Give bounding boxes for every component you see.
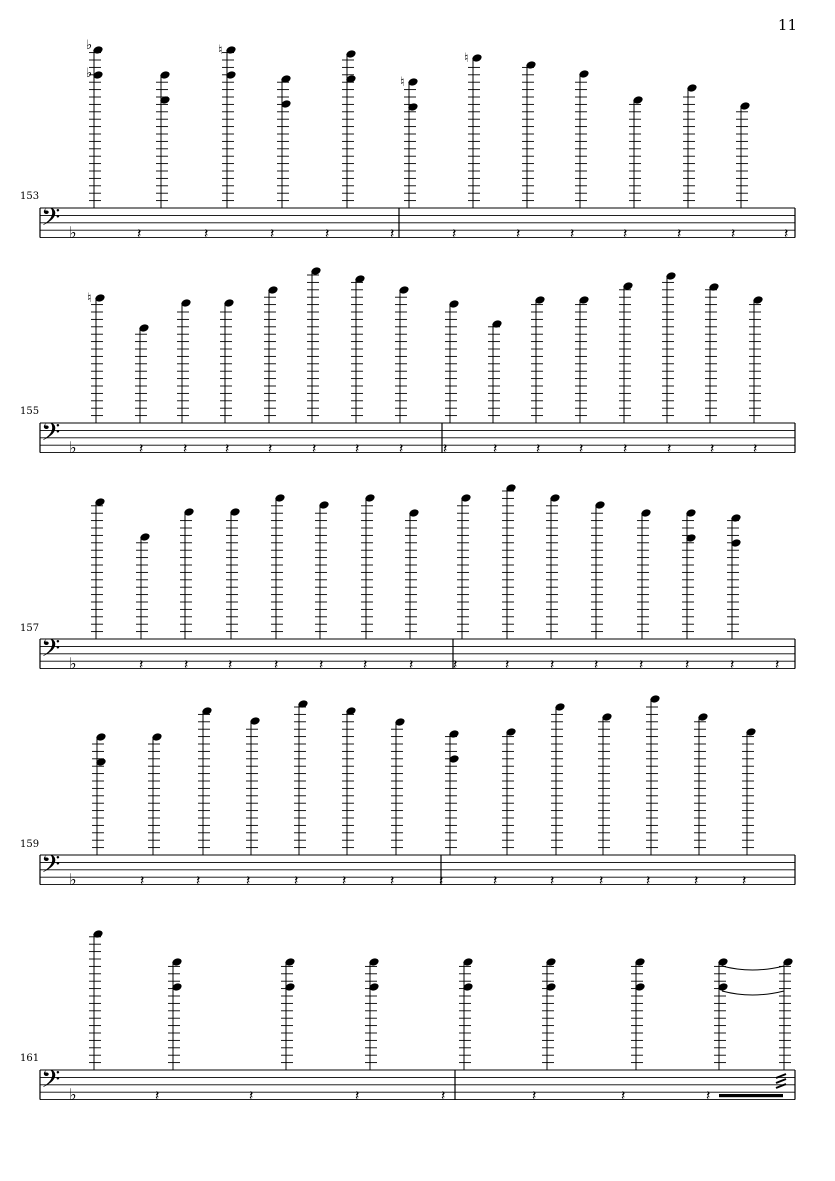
quarter-rest-icon: 𝄽 xyxy=(731,226,736,242)
quarter-rest-icon: 𝄽 xyxy=(685,657,690,673)
quarter-rest-icon: 𝄽 xyxy=(390,226,395,242)
natural-sign-icon: ♮ xyxy=(400,75,405,90)
bass-clef-icon: 𝄢 xyxy=(41,203,61,238)
key-flat-icon: ♭ xyxy=(69,654,77,673)
quarter-rest-icon: 𝄽 xyxy=(155,1088,160,1104)
quarter-rest-icon: 𝄽 xyxy=(623,441,628,457)
quarter-rest-icon: 𝄽 xyxy=(294,873,299,889)
quarter-rest-icon: 𝄽 xyxy=(139,657,144,673)
quarter-rest-icon: 𝄽 xyxy=(439,873,444,889)
quarter-rest-icon: 𝄽 xyxy=(623,226,628,242)
natural-sign-icon: ♮ xyxy=(87,291,92,306)
quarter-rest-icon: 𝄽 xyxy=(532,1088,537,1104)
quarter-rest-icon: 𝄽 xyxy=(312,441,317,457)
quarter-rest-icon: 𝄽 xyxy=(646,873,651,889)
quarter-rest-icon: 𝄽 xyxy=(268,441,273,457)
key-flat-icon: ♭ xyxy=(69,223,77,242)
quarter-rest-icon: 𝄽 xyxy=(694,873,699,889)
quarter-rest-icon: 𝄽 xyxy=(363,657,368,673)
quarter-rest-icon: 𝄽 xyxy=(621,1088,626,1104)
key-flat-icon: ♭ xyxy=(69,870,77,889)
quarter-rest-icon: 𝄽 xyxy=(184,657,189,673)
quarter-rest-icon: 𝄽 xyxy=(249,1088,254,1104)
quarter-rest-icon: 𝄽 xyxy=(204,226,209,242)
page-number: 11 xyxy=(777,16,797,34)
quarter-rest-icon: 𝄽 xyxy=(453,657,458,673)
tie xyxy=(722,991,784,995)
quarter-rest-icon: 𝄽 xyxy=(183,441,188,457)
quarter-rest-icon: 𝄽 xyxy=(228,657,233,673)
quarter-rest-icon: 𝄽 xyxy=(784,226,789,242)
flat-sign-icon: ♭ xyxy=(86,38,93,53)
quarter-rest-icon: 𝄽 xyxy=(246,873,251,889)
quarter-rest-icon: 𝄽 xyxy=(196,873,201,889)
quarter-rest-icon: 𝄽 xyxy=(325,226,330,242)
measure-number: 159 xyxy=(20,839,40,850)
quarter-rest-icon: 𝄽 xyxy=(706,1088,711,1104)
quarter-rest-icon: 𝄽 xyxy=(452,226,457,242)
quarter-rest-icon: 𝄽 xyxy=(550,873,555,889)
quarter-rest-icon: 𝄽 xyxy=(753,441,758,457)
quarter-rest-icon: 𝄽 xyxy=(550,657,555,673)
measure-number: 157 xyxy=(20,623,40,634)
measure-number: 153 xyxy=(20,191,40,202)
key-flat-icon: ♭ xyxy=(69,438,77,457)
bass-clef-icon: 𝄢 xyxy=(41,1065,61,1100)
quarter-rest-icon: 𝄽 xyxy=(139,441,144,457)
quarter-rest-icon: 𝄽 xyxy=(137,226,142,242)
quarter-rest-icon: 𝄽 xyxy=(677,226,682,242)
quarter-rest-icon: 𝄽 xyxy=(390,873,395,889)
quarter-rest-icon: 𝄽 xyxy=(270,226,275,242)
quarter-rest-icon: 𝄽 xyxy=(493,441,498,457)
bass-clef-icon: 𝄢 xyxy=(41,418,61,453)
bass-clef-icon: 𝄢 xyxy=(41,634,61,669)
quarter-rest-icon: 𝄽 xyxy=(355,1088,360,1104)
quarter-rest-icon: 𝄽 xyxy=(579,441,584,457)
tremolo-stroke xyxy=(776,1079,786,1083)
quarter-rest-icon: 𝄽 xyxy=(225,441,230,457)
quarter-rest-icon: 𝄽 xyxy=(493,873,498,889)
quarter-rest-icon: 𝄽 xyxy=(570,226,575,242)
quarter-rest-icon: 𝄽 xyxy=(775,657,780,673)
measure-number: 155 xyxy=(20,406,40,417)
flat-sign-icon: ♭ xyxy=(86,66,93,81)
tie xyxy=(722,966,784,970)
key-flat-icon: ♭ xyxy=(69,1085,77,1104)
quarter-rest-icon: 𝄽 xyxy=(639,657,644,673)
quarter-rest-icon: 𝄽 xyxy=(516,226,521,242)
quarter-rest-icon: 𝄽 xyxy=(742,873,747,889)
measure-number: 161 xyxy=(20,1053,40,1064)
quarter-rest-icon: 𝄽 xyxy=(399,441,404,457)
quarter-rest-icon: 𝄽 xyxy=(536,441,541,457)
quarter-rest-icon: 𝄽 xyxy=(319,657,324,673)
quarter-rest-icon: 𝄽 xyxy=(599,873,604,889)
bass-clef-icon: 𝄢 xyxy=(41,850,61,885)
quarter-rest-icon: 𝄽 xyxy=(355,441,360,457)
quarter-rest-icon: 𝄽 xyxy=(140,873,145,889)
quarter-rest-icon: 𝄽 xyxy=(710,441,715,457)
beam xyxy=(719,1094,783,1097)
quarter-rest-icon: 𝄽 xyxy=(274,657,279,673)
quarter-rest-icon: 𝄽 xyxy=(441,1088,446,1104)
quarter-rest-icon: 𝄽 xyxy=(409,657,414,673)
natural-sign-icon: ♮ xyxy=(218,43,223,58)
quarter-rest-icon: 𝄽 xyxy=(667,441,672,457)
quarter-rest-icon: 𝄽 xyxy=(342,873,347,889)
quarter-rest-icon: 𝄽 xyxy=(594,657,599,673)
quarter-rest-icon: 𝄽 xyxy=(505,657,510,673)
natural-sign-icon: ♮ xyxy=(464,51,469,66)
quarter-rest-icon: 𝄽 xyxy=(443,441,448,457)
quarter-rest-icon: 𝄽 xyxy=(730,657,735,673)
